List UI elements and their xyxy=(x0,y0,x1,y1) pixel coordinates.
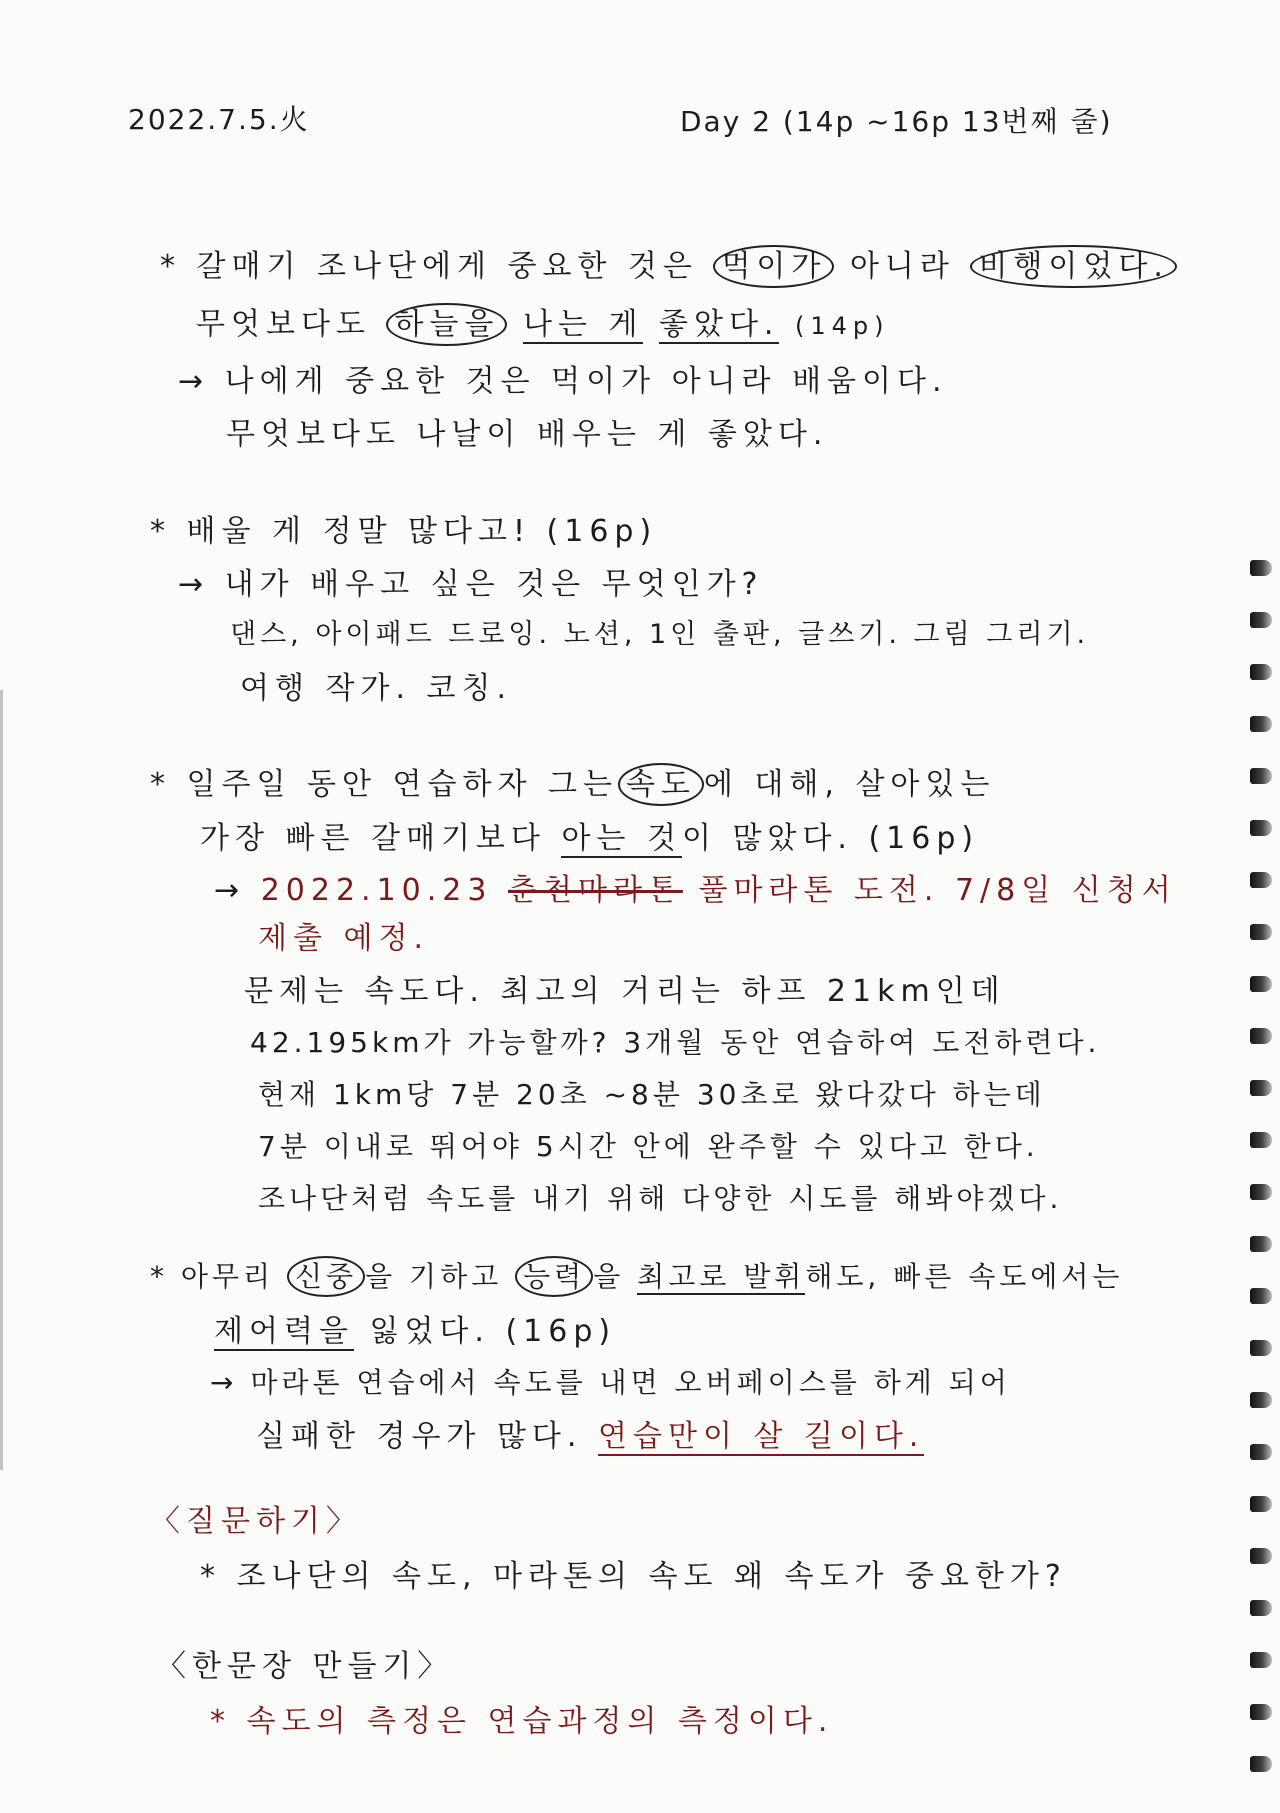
spiral-ring xyxy=(1250,1080,1272,1096)
reflection-3-line-7: 조나단처럼 속도를 내기 위해 다양한 시도를 해봐야겠다. xyxy=(258,1182,1063,1215)
one-sentence-title: 〈한문장 만들기〉 xyxy=(156,1649,454,1684)
question-title: 〈질문하기〉 xyxy=(150,1504,362,1539)
reflection-2-line-2: 댄스, 아이패드 드로잉. 노션, 1인 출판, 글쓰기. 그림 그리기. xyxy=(230,619,1090,650)
spiral-ring xyxy=(1250,1288,1272,1304)
circled-word: 먹이가 xyxy=(713,245,834,288)
day-range: Day 2 (14p ~16p 13번째 줄) xyxy=(680,105,1113,138)
underlined-phrase: 최고로 발휘 xyxy=(637,1260,806,1293)
reflection-1-line-2: 무엇보다도 나날이 배우는 게 좋았다. xyxy=(226,417,829,452)
reflection-1-line-1: → 나에게 중요한 것은 먹이가 아니라 배움이다. xyxy=(178,364,948,399)
spiral-binding xyxy=(1250,560,1274,1810)
entry-date: 2022.7.5.火 xyxy=(128,103,310,136)
one-sentence-line: * 속도의 측정은 연습과정의 측정이다. xyxy=(210,1704,834,1739)
spiral-ring xyxy=(1250,1028,1272,1044)
spiral-ring xyxy=(1250,924,1272,940)
underlined-phrase: 연습만이 살 길이다. xyxy=(598,1419,925,1454)
quote-3-line-1: * 일주일 동안 연습하자 그는 속도 에 대해, 살아있는 xyxy=(150,768,995,801)
bullet-star: * xyxy=(150,1260,168,1293)
underlined-phrase: 제어력을 xyxy=(214,1314,354,1349)
spiral-ring xyxy=(1250,1756,1272,1772)
reflection-4-line-1: → 마라톤 연습에서 속도를 내면 오버페이스를 하게 되어 xyxy=(210,1366,1011,1399)
spiral-ring xyxy=(1250,612,1272,628)
reflection-2-line-1: → 내가 배우고 싶은 것은 무엇인가? xyxy=(178,567,764,602)
underlined-phrase: 좋았다. xyxy=(658,307,780,342)
circled-word: 신중 xyxy=(287,1256,365,1297)
question-line: * 조나단의 속도, 마라톤의 속도 왜 속도가 중요한가? xyxy=(200,1559,1067,1594)
page-edge-shadow xyxy=(0,690,3,1470)
reflection-4-line-2: 실패한 경우가 많다. 연습만이 살 길이다. xyxy=(256,1419,925,1454)
spiral-ring xyxy=(1250,1548,1272,1564)
spiral-ring xyxy=(1250,1340,1272,1356)
spiral-ring xyxy=(1250,716,1272,732)
quote-2-line-1: * 배울 게 정말 많다고! (16p) xyxy=(150,514,658,549)
spiral-ring xyxy=(1250,1652,1272,1668)
reflection-2-line-3: 여행 작가. 코칭. xyxy=(240,671,513,706)
spiral-ring xyxy=(1250,1600,1272,1616)
spiral-ring xyxy=(1250,768,1272,784)
circled-word: 속도 xyxy=(618,763,704,806)
spiral-ring xyxy=(1250,1236,1272,1252)
circled-word: 비행이었다. xyxy=(970,245,1176,288)
bullet-star: * xyxy=(150,767,171,802)
quote-4-line-2: 제어력을 잃었다. (16p) xyxy=(214,1314,617,1349)
spiral-ring xyxy=(1250,1184,1272,1200)
reflection-3-line-5: 현재 1km당 7분 20초 ~8분 30초로 왔다갔다 하는데 xyxy=(258,1078,1046,1111)
quote-1-line-2: 무엇보다도 하늘을 나는 게 좋았다. (14p) xyxy=(196,308,890,341)
quote-4-line-1: * 아무리 신중 을 기하고 능력 을 최고로 발휘해도, 빠른 속도에서는 xyxy=(150,1262,1123,1293)
reflection-3-line-6: 7분 이내로 뛰어야 5시간 안에 완주할 수 있다고 한다. xyxy=(258,1130,1039,1163)
spiral-ring xyxy=(1250,820,1272,836)
reflection-3-line-4: 42.195km가 가능할까? 3개월 동안 연습하여 도전하련다. xyxy=(250,1026,1101,1059)
spiral-ring xyxy=(1250,976,1272,992)
bullet-star: * xyxy=(160,249,181,284)
underlined-phrase: 나는 게 xyxy=(522,307,644,342)
quote-1-line-1: * 갈매기 조나단에게 중요한 것은 먹이가 아니라 비행이었다. xyxy=(160,250,1177,283)
reflection-3-line-1: → 2022.10.23 춘천마라톤 풀마라톤 도전. 7/8일 신청서 xyxy=(214,873,1177,908)
spiral-ring xyxy=(1250,664,1272,680)
spiral-ring xyxy=(1250,1444,1272,1460)
reflection-3-line-2: 제출 예정. xyxy=(258,921,429,956)
quote-3-line-2: 가장 빠른 갈매기보다 아는 것이 많았다. (16p) xyxy=(200,821,980,856)
spiral-ring xyxy=(1250,872,1272,888)
struck-text: 춘천마라톤 xyxy=(508,873,683,908)
spiral-ring xyxy=(1250,1392,1272,1408)
spiral-ring xyxy=(1250,560,1272,576)
circled-word: 하늘을 xyxy=(386,303,507,346)
spiral-ring xyxy=(1250,1132,1272,1148)
circled-word: 능력 xyxy=(515,1256,593,1297)
spiral-ring xyxy=(1250,1496,1272,1512)
underlined-phrase: 아는 것 xyxy=(561,821,682,856)
reflection-3-line-3: 문제는 속도다. 최고의 거리는 하프 21km인데 xyxy=(244,974,1006,1009)
spiral-ring xyxy=(1250,1704,1272,1720)
